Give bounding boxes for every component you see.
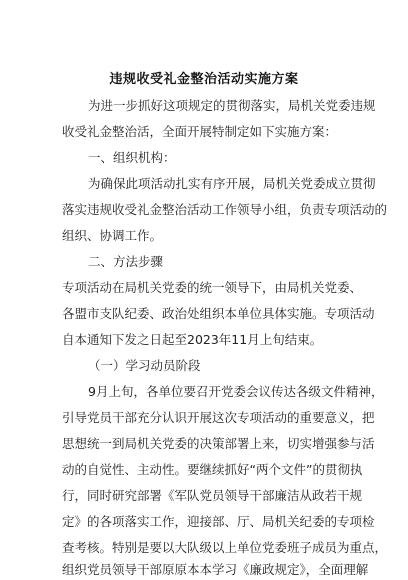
body-line: 组织党员领导干部原原本本学习《廉政规定》，全面理解 (62, 562, 369, 577)
section-heading: 二、方法步骤 (88, 254, 164, 269)
document-title: 违规收受礼金整治活动实施方案 (109, 72, 299, 87)
body-line: 自本通知下发之日起至2023年11月上旬结束。 (62, 332, 323, 347)
body-line: 动的自觉性、主动性。要继续抓好“两个文件”的贯彻执 (62, 462, 363, 477)
body-line: 定》的各项落实工作，迎接部、厅、局机关纪委的专项检 (62, 514, 375, 529)
body-line: 落实违规收受礼金整治活动工作领导小组，负责专项活动的 (62, 202, 388, 217)
body-line: 查考核。特别是要以大队级以上单位党委班子成员为重点， (62, 540, 388, 555)
body-line: 收受礼金整治活，全面开展特制定如下实施方案： (62, 124, 338, 139)
body-line: 引导党员干部充分认识开展这次专项活动的重要意义，把 (62, 410, 375, 425)
body-line: 组织、协调工作。 (62, 228, 163, 243)
body-line: 9月上旬，各单位要召开党委会议传达各级文件精神， (88, 384, 384, 399)
subsection-heading: （一）学习动员阶段 (88, 358, 201, 373)
body-line: 各盟市支队纪委、政治处组织本单位具体实施。专项活动 (62, 306, 375, 321)
body-line: 为进一步抓好这项规定的贯彻落实，局机关党委违规 (88, 98, 376, 113)
body-line: 行，同时研究部署《军队党员领导干部廉洁从政若干规 (62, 488, 363, 503)
body-line: 专项活动在局机关党委的统一领导下，由局机关党委、 (62, 280, 363, 295)
section-heading: 一、组织机构： (88, 150, 176, 165)
body-line: 为确保此项活动扎实有序开展，局机关党委成立贯彻 (88, 176, 376, 191)
body-line: 思想统一到局机关党委的决策部署上来，切实增强参与活 (62, 436, 375, 451)
